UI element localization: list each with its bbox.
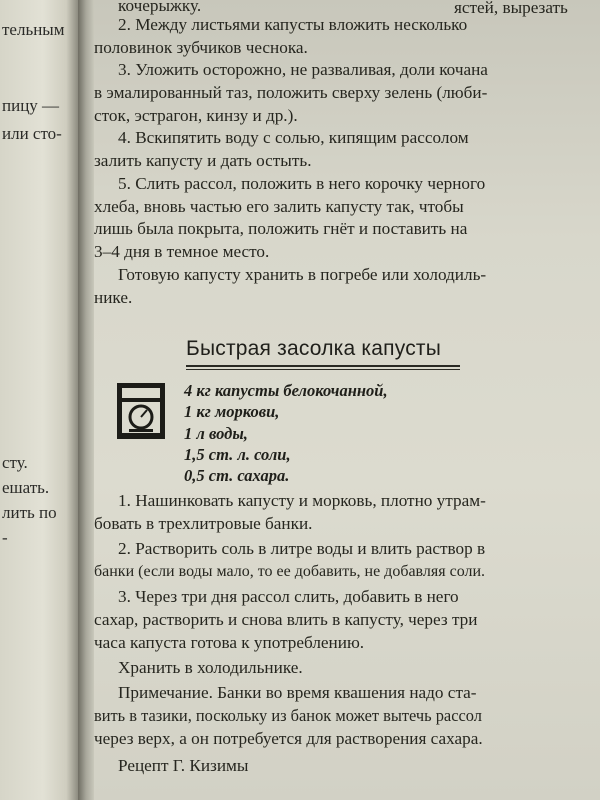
text-line: в эмалированный таз, положить сверху зелень (люби- bbox=[94, 83, 488, 102]
text-line-fragment: ястей, вырезать bbox=[454, 0, 568, 17]
left-page-line: сту. bbox=[2, 453, 28, 472]
text-line: нике. bbox=[94, 288, 133, 307]
title-underline bbox=[186, 369, 460, 370]
text-line: 3–4 дня в темное место. bbox=[94, 242, 270, 261]
recipe-step: 3. Через три дня рассол слить, добавить в него bbox=[118, 587, 459, 606]
left-page-line: тельным bbox=[2, 20, 65, 39]
recipe-step: 1. Нашинковать капусту и морковь, плотно утрам- bbox=[118, 491, 486, 510]
text-line: лишь была покрыта, положить гнёт и поставить на bbox=[94, 219, 468, 238]
kitchen-scale-icon bbox=[116, 382, 166, 440]
left-page bbox=[0, 0, 78, 800]
ingredient: 0,5 ст. сахара. bbox=[184, 466, 290, 485]
left-page-line: ешать. bbox=[2, 478, 50, 497]
text-line: 3. Уложить осторожно, не разваливая, доли кочана bbox=[118, 60, 488, 79]
recipe-note: через верх, а он потребуется для растворения сахара. bbox=[94, 729, 483, 748]
left-page-line: лить по bbox=[2, 503, 57, 522]
recipe-title: Быстрая засолка капусты bbox=[186, 337, 442, 360]
recipe-step: сахар, растворить и снова влить в капусту, через три bbox=[94, 610, 478, 629]
text-line: половинок зубчиков чеснока. bbox=[94, 38, 308, 57]
ingredient: 1 кг моркови, bbox=[184, 402, 280, 421]
recipe-step: Хранить в холодильнике. bbox=[118, 658, 303, 677]
recipe-author: Рецепт Г. Кизимы bbox=[118, 756, 249, 775]
text-line: хлеба, вновь частью его залить капусту так, чтобы bbox=[94, 197, 464, 216]
ingredient: 1,5 ст. л. соли, bbox=[184, 445, 291, 464]
recipe-step: бовать в трехлитровые банки. bbox=[94, 514, 313, 533]
ingredient: 4 кг капусты белокочанной, bbox=[184, 381, 388, 400]
recipe-step: 2. Растворить соль в литре воды и влить раствор в bbox=[118, 539, 486, 558]
right-page bbox=[94, 0, 600, 800]
left-page-line: или сто- bbox=[2, 124, 62, 143]
text-line: сток, эстрагон, кинзу и др.). bbox=[94, 106, 298, 125]
text-line: 2. Между листьями капусты вложить несколько bbox=[118, 15, 468, 34]
recipe-note: вить в тазики, поскольку из банок может вытечь рассол bbox=[94, 706, 482, 725]
text-line: залить капусту и дать остыть. bbox=[94, 151, 312, 170]
text-line: кочерыжку. bbox=[118, 0, 202, 15]
ingredient: 1 л воды, bbox=[184, 424, 248, 443]
title-underline bbox=[186, 365, 460, 367]
recipe-step: часа капуста готова к употреблению. bbox=[94, 633, 365, 652]
text-line: 4. Вскипятить воду с солью, кипящим рассолом bbox=[118, 128, 469, 147]
text-line: Готовую капусту хранить в погребе или холодиль- bbox=[118, 265, 487, 284]
left-page-line: пицу — bbox=[2, 96, 60, 115]
recipe-step: банки (если воды мало, то ее добавить, не добавляя соли. bbox=[94, 563, 486, 580]
recipe-note: Примечание. Банки во время квашения надо ста- bbox=[118, 683, 477, 702]
text-line: 5. Слить рассол, положить в него корочку черного bbox=[118, 174, 486, 193]
left-page-line: - bbox=[2, 528, 8, 547]
